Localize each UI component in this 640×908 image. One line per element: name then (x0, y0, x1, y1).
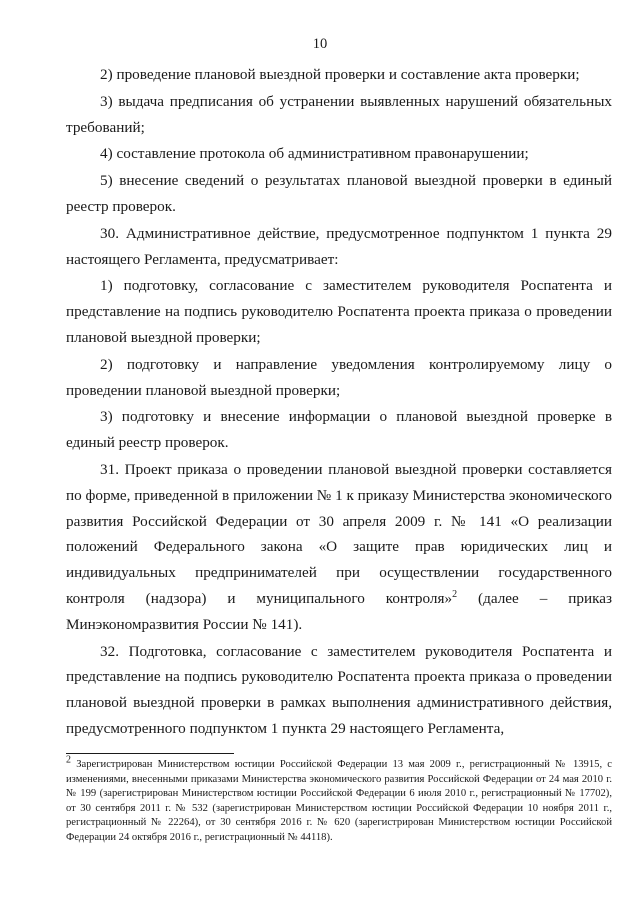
paragraph-30: 30. Административное действие, предусмотренное подпунктом 1 пункта 29 настоящего Регламента, предусматривает: (66, 224, 612, 268)
footnote-divider (66, 753, 234, 754)
paragraph-31-text: 31. Проект приказа о проведении плановой выездной проверки составляется по форме, приведенной в приложении № 1 к приказу Министерства экономического развития Российской Федерации от 30 апреля 2009 г. № 141 «О реализации положений Федерального закона «О защите прав юридических лиц и индивидуальных предпринимателей при осуществлении государственного контроля (надзора) и муниципального контроля» (66, 460, 612, 607)
paragraph-item-2: 2) проведение плановой выездной проверки и составление акта проверки; (100, 66, 580, 83)
paragraph-item-5: 5) внесение сведений о результатах плановой выездной проверки в единый реестр проверок. (66, 172, 612, 215)
paragraph-32: 32. Подготовка, согласование с заместителем руководителя Роспатента и представление на подпись руководителю Роспатента проекта приказа о проведении плановой выездной проверки в рамках выполнения административного действия, предусмотренного подпунктом 1 пункта 29 настоящего Регламента, (66, 642, 612, 737)
paragraph-30-item-2: 2) подготовку и направление уведомления контролируемому лицу о проведении плановой выездной проверки; (66, 355, 612, 399)
footnote-reference: 2 (452, 588, 458, 600)
footnote (66, 754, 612, 846)
paragraph-30-item-3: 3) подготовку и внесение информации о плановой выездной проверке в единый реестр проверок. (66, 408, 612, 452)
paragraph-item-3: 3) выдача предписания об устранении выявленных нарушений обязательных требований; (66, 92, 612, 136)
footnote-text: Зарегистрирован Министерством юстиции Российской Федерации 13 мая 2009 г., регистрационный № 13915, с изменениями, внесенными приказами Министерства экономического развития Российской Федерации от 24 мая 2010 г. № 199 (зарегистрирован Министерством юстиции Российской Федерации 6 июля 2010 г., регистрационный № 17702), от 30 сентября 2011 г. № 532 (зарегистрирован Министерством юстиции Российской Федерации 10 ноября 2011 г., регистрационный № 22264), от 30 сентября 2016 г. № 620 (зарегистрирован Министерством юстиции Российской Федерации 24 октября 2016 г., регистрационный № 44118). (66, 759, 612, 843)
paragraph-item-4: 4) составление протокола об административном правонарушении; (100, 145, 529, 163)
paragraph-31 (66, 457, 612, 638)
document-body (66, 62, 612, 742)
paragraph-30-item-1: 1) подготовку, согласование с заместителем руководителя Роспатента и представление на подпись руководителю Роспатента проекта приказа о проведении плановой выездной проверки; (66, 277, 612, 346)
page-number: 10 (312, 36, 328, 52)
paragraph-31-text-end: (далее – приказ Минэкономразвития России № 141). (66, 589, 612, 633)
footnote-marker: 2 (66, 754, 71, 766)
